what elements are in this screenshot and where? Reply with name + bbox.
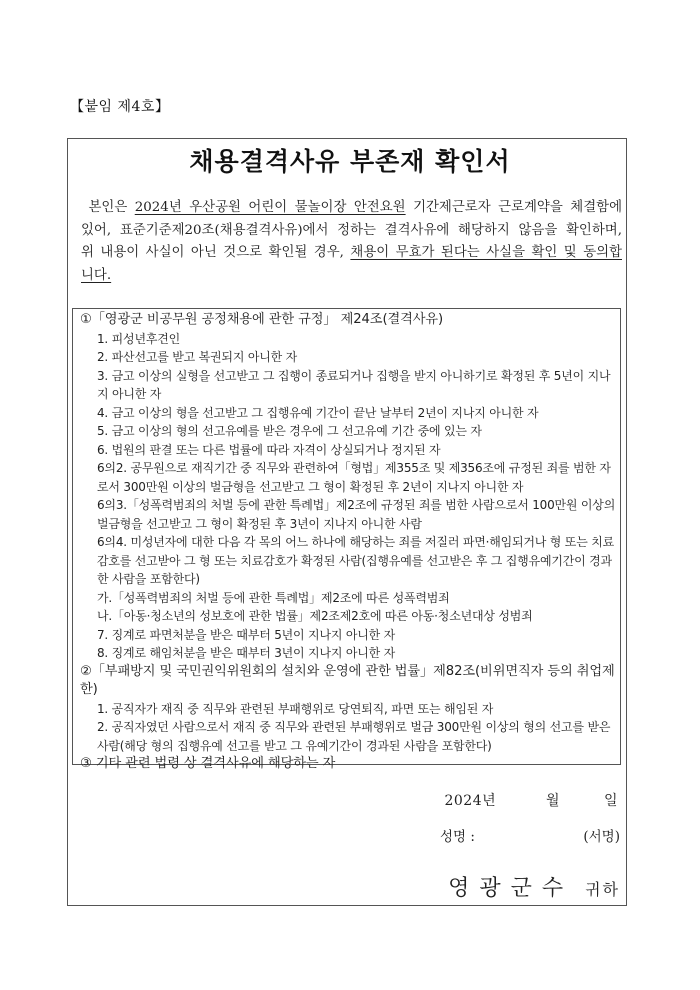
addressee: [448, 871, 620, 902]
signature-line: [440, 825, 620, 845]
addressee-suffix: 귀하: [585, 880, 620, 899]
intro-paragraph: [81, 197, 622, 287]
date-day: 일: [603, 793, 618, 809]
list-item: 6의3.「성폭력범죄의 처벌 등에 관한 특례법」제2조에 규정된 죄를 범한 사람으로서 100만원 이상의 벌금형을 선고받고 그 형이 확정된 후 3년이 지나지 아니한 사람: [97, 498, 616, 531]
list-item: 2. 공직자였던 사람으로서 재직 중 직무와 관련된 부패행위로 벌금 300만원 이상의 형의 선고를 받은 사람(해당 형의 집행유예 선고를 받고 그 유예기간이 경과된 사람을 포함한다): [97, 720, 611, 753]
law-heading: ③ 기타 관련 법령 상 결격사유에 해당하는 자: [80, 756, 336, 771]
list-item: 1. 공직자가 재직 중 직무와 관련된 부패행위로 당연퇴직, 파면 또는 해임된 자: [97, 701, 494, 716]
list-item: 6의2. 공무원으로 재직기간 중 직무와 관련하여「형법」제355조 및 제356조에 규정된 죄를 범한 자로서 300만원 이상의 벌금형을 선고받고 그 형이 확정된 후 2년이 지나지 아니한 자: [97, 461, 611, 494]
list-item: 가.「성폭력범죄의 처벌 등에 관한 특례법」제2조에 따른 성폭력범죄: [97, 590, 450, 605]
signature-label: (서명): [583, 829, 620, 845]
list-item: 2. 파산선고를 받고 복권되지 아니한 자: [97, 350, 298, 364]
list-item: 7. 징계로 파면처분을 받은 때부터 5년이 지나지 아니한 자: [97, 627, 396, 642]
date-month: 월: [546, 793, 561, 809]
name-label: 성명 :: [440, 829, 475, 845]
list-item: 4. 금고 이상의 형을 선고받고 그 집행유예 기간이 끝난 날부터 2년이 지나지 아니한 자: [97, 405, 539, 420]
addressee-org: 영광군수: [448, 876, 574, 901]
attachment-label: 【붙임 제4호】: [70, 99, 170, 115]
disqualification-list: [80, 311, 618, 774]
document-title: 채용결격사유 부존재 확인서: [189, 147, 511, 176]
date-line: [444, 790, 618, 810]
law-heading: ②「부패방지 및 국민권익위원회의 설치와 운영에 관한 법률」제82조(비위면직자 등의 취업제한): [80, 663, 615, 697]
law-heading: ①「영광군 비공무원 공정채용에 관한 규정」 제24조(결격사유): [80, 312, 444, 327]
list-item: 1. 피성년후견인: [97, 331, 181, 346]
intro-consent-statement: 채용이 무효가 된다는 사실을 확인 및 동의합니다.: [81, 245, 622, 283]
list-item: 3. 금고 이상의 실형을 선고받고 그 집행이 종료되거나 집행을 받지 아니하기로 확정된 후 5년이 지나지 아니한 자: [97, 368, 611, 401]
list-item: 8. 징계로 해임처분을 받은 때부터 3년이 지나지 아니한 자: [97, 646, 396, 660]
list-item: 나.「아동·청소년의 성보호에 관한 법률」제2조제2호에 따른 아동·청소년대상 성범죄: [97, 609, 533, 623]
list-item: 6. 법원의 판결 또는 다른 법률에 따라 자격이 상실되거나 정지된 자: [97, 442, 441, 457]
intro-text-2: 기간제근로자 근로계약을 체결함에 있어, 표준기준제20조(채용결격사유)에서 정하는 결격사유에 해당하지 않음을 확인하며, 위 내용이 사실이 아닌 것으로 확인될 경우,: [81, 200, 623, 260]
list-item: 6의4. 미성년자에 대한 다음 각 목의 어느 하나에 해당하는 죄를 저질러 파면·해임되거나 형 또는 치료감호를 선고받아 그 형 또는 치료감호가 확정된 사람(집행유예를 선고받은 후 그 집행유예기간이 경과한 사람을 포함한다): [97, 535, 614, 586]
date-year: 2024년: [444, 793, 497, 809]
intro-text-1: 본인은: [88, 200, 135, 215]
list-item: 5. 금고 이상의 형의 선고유예를 받은 경우에 그 선고유예 기간 중에 있는 자: [97, 424, 482, 438]
intro-job-title: 2024년 우산공원 어린이 물놀이장 안전요원: [134, 200, 406, 215]
